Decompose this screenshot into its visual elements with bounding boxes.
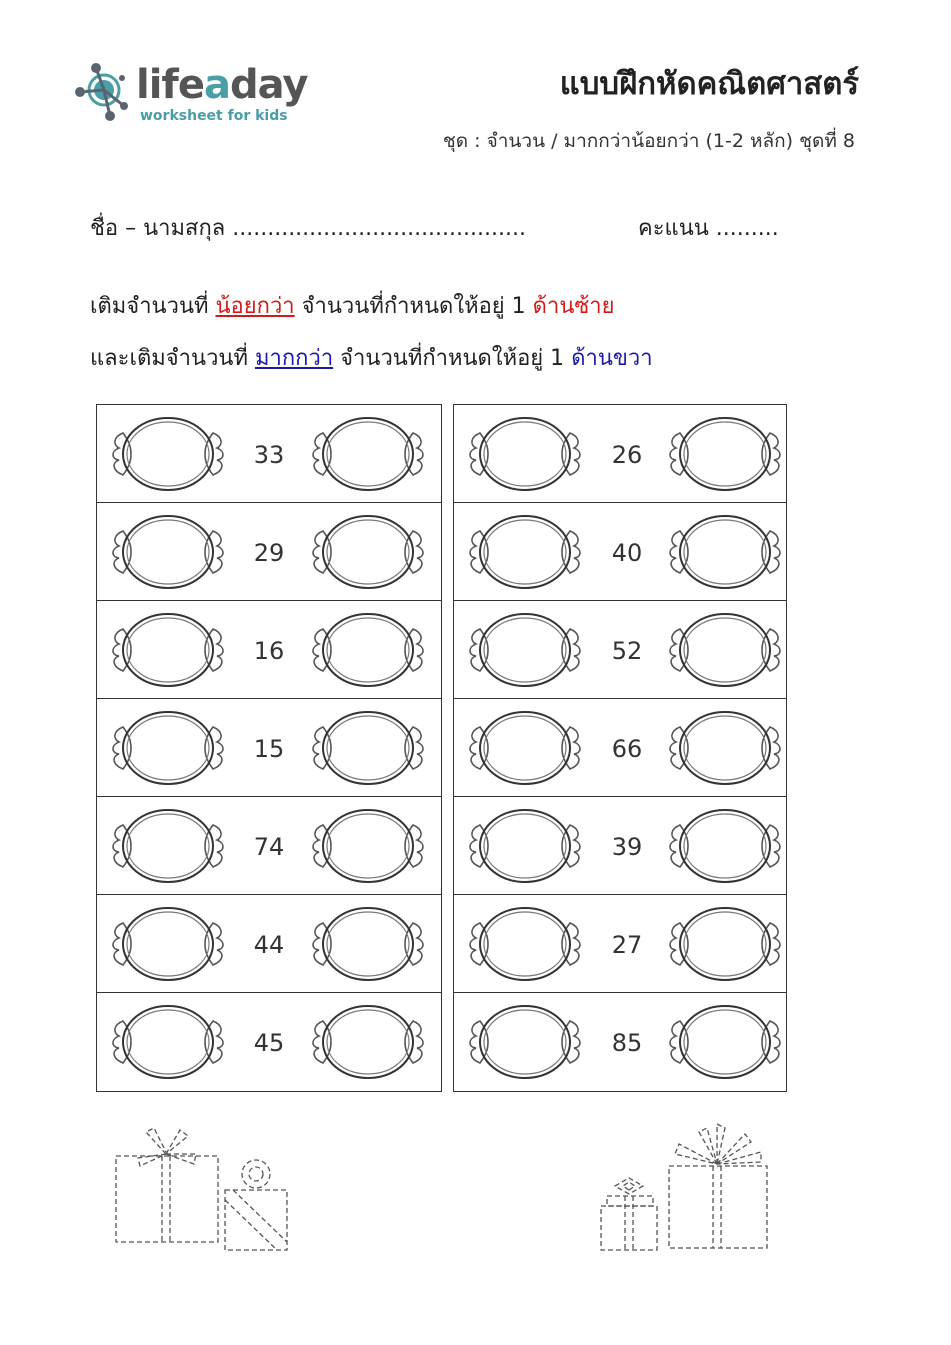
given-number: 74	[253, 833, 285, 861]
page-title: แบบฝึกหัดคณิตศาสตร์	[559, 66, 859, 102]
exercise-table-left	[96, 404, 442, 1092]
candy-answer-box-left[interactable]	[109, 1003, 227, 1081]
candy-answer-box-right[interactable]	[666, 1003, 784, 1081]
instruction-line-2	[90, 340, 653, 375]
logo-tagline: worksheet for kids	[140, 108, 288, 124]
exercise-row	[454, 601, 786, 699]
candy-answer-box-left[interactable]	[109, 807, 227, 885]
candy-answer-box-left[interactable]	[466, 1003, 584, 1081]
greater-than-keyword: มากกว่า	[254, 346, 334, 371]
exercise-row	[97, 797, 441, 895]
exercise-row	[97, 601, 441, 699]
candy-answer-box-left[interactable]	[466, 807, 584, 885]
candy-answer-box-right[interactable]	[666, 905, 784, 983]
candy-answer-box-right[interactable]	[309, 709, 427, 787]
instruction-text: จำนวนที่กำหนดให้อยู่ 1	[333, 346, 572, 371]
right-side-keyword: ด้านขวา	[571, 346, 653, 371]
given-number: 27	[611, 931, 643, 959]
score-field[interactable]: คะแนน .........	[638, 216, 779, 241]
exercise-row	[97, 699, 441, 797]
candy-answer-box-left[interactable]	[109, 513, 227, 591]
given-number: 44	[253, 931, 285, 959]
given-number: 16	[253, 637, 285, 665]
given-number: 15	[253, 735, 285, 763]
less-than-keyword: น้อยกว่า	[215, 294, 295, 319]
candy-answer-box-right[interactable]	[666, 709, 784, 787]
candy-answer-box-right[interactable]	[309, 415, 427, 493]
candy-answer-box-left[interactable]	[109, 905, 227, 983]
candy-answer-box-left[interactable]	[466, 905, 584, 983]
given-number: 52	[611, 637, 643, 665]
exercise-row	[97, 503, 441, 601]
exercise-row	[454, 895, 786, 993]
candy-answer-box-right[interactable]	[666, 807, 784, 885]
candy-answer-box-left[interactable]	[109, 611, 227, 689]
gift-boxes-right-icon	[595, 1120, 775, 1252]
exercise-row	[454, 503, 786, 601]
candy-answer-box-right[interactable]	[666, 611, 784, 689]
instruction-text: เติมจำนวนที่	[90, 294, 216, 319]
candy-answer-box-left[interactable]	[466, 611, 584, 689]
given-number: 85	[611, 1029, 643, 1057]
exercise-row	[454, 797, 786, 895]
candy-answer-box-left[interactable]	[109, 709, 227, 787]
candy-answer-box-right[interactable]	[309, 905, 427, 983]
name-field[interactable]: ชื่อ – นามสกุล ..........................................	[90, 216, 526, 241]
exercise-row	[454, 699, 786, 797]
candy-answer-box-left[interactable]	[466, 513, 584, 591]
candy-answer-box-left[interactable]	[109, 415, 227, 493]
instruction-line-1	[90, 288, 615, 323]
candy-answer-box-right[interactable]	[309, 1003, 427, 1081]
candy-answer-box-left[interactable]	[466, 415, 584, 493]
gift-boxes-left-icon	[110, 1124, 300, 1254]
exercise-row	[454, 993, 786, 1091]
logo-molecule-icon	[74, 60, 134, 122]
candy-answer-box-right[interactable]	[666, 415, 784, 493]
exercise-row	[97, 405, 441, 503]
exercise-row	[97, 993, 441, 1091]
given-number: 39	[611, 833, 643, 861]
instruction-text: และเติมจำนวนที่	[90, 346, 255, 371]
left-side-keyword: ด้านซ้าย	[532, 294, 615, 319]
given-number: 40	[611, 539, 643, 567]
exercise-table-right	[453, 404, 787, 1092]
given-number: 45	[253, 1029, 285, 1057]
logo	[74, 60, 314, 130]
exercise-row	[454, 405, 786, 503]
exercise-row	[97, 895, 441, 993]
candy-answer-box-right[interactable]	[309, 611, 427, 689]
given-number: 29	[253, 539, 285, 567]
candy-answer-box-right[interactable]	[309, 807, 427, 885]
page-subtitle: ชุด : จำนวน / มากกว่าน้อยกว่า (1-2 หลัก) ชุดที่ 8	[442, 130, 855, 152]
given-number: 66	[611, 735, 643, 763]
logo-wordmark: lifeaday	[136, 62, 308, 108]
candy-answer-box-right[interactable]	[309, 513, 427, 591]
given-number: 26	[611, 441, 643, 469]
candy-answer-box-left[interactable]	[466, 709, 584, 787]
given-number: 33	[253, 441, 285, 469]
instruction-text: จำนวนที่กำหนดให้อยู่ 1	[294, 294, 533, 319]
candy-answer-box-right[interactable]	[666, 513, 784, 591]
